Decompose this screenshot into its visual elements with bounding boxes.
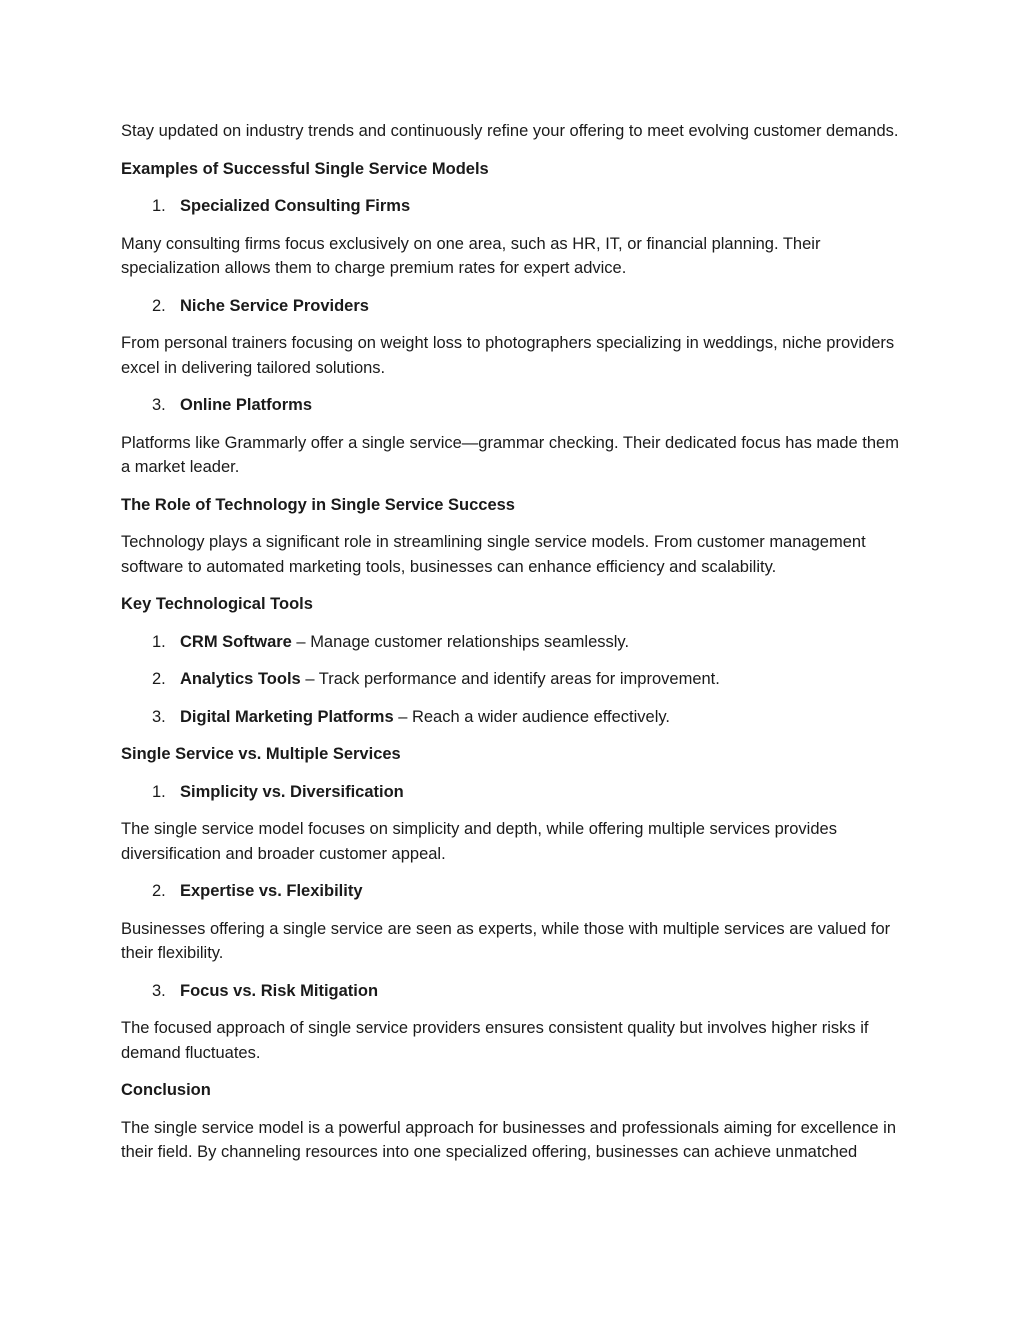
- list-number: 3.: [152, 981, 166, 1000]
- list-item-title: Niche Service Providers: [180, 296, 369, 315]
- list-item-analytics-tools: [121, 667, 911, 692]
- list-item-digital-marketing: [121, 705, 911, 730]
- list-number: 1.: [152, 632, 166, 651]
- list-item-text: – Reach a wider audience effectively.: [393, 707, 671, 726]
- list-item-text: – Track performance and identify areas for improvement.: [300, 670, 720, 688]
- list-number: 3.: [152, 396, 166, 414]
- list-number: 3.: [152, 707, 166, 726]
- list-item-title: Expertise vs. Flexibility: [180, 882, 363, 900]
- list-number: 2.: [152, 296, 166, 315]
- list-item-title: Focus vs. Risk Mitigation: [180, 981, 379, 1000]
- section-heading-key-tools: Key Technological Tools: [121, 595, 313, 613]
- list-item-title: Online Platforms: [180, 396, 313, 414]
- list-number: 1.: [152, 782, 166, 801]
- list-item-title: CRM Software: [180, 632, 292, 651]
- list-item-simplicity: [121, 780, 911, 805]
- paragraph-stay-updated: Stay updated on industry trends and continuously refine your offering to meet evolving customer demands.: [121, 122, 899, 140]
- paragraph-technology-role: Technology plays a significant role in streamlining single service models. From customer management software to automated marketing tools, businesses can enhance efficiency and scalability.: [121, 533, 866, 576]
- list-number: 1.: [152, 197, 166, 215]
- list-item-focus-risk: [121, 979, 911, 1004]
- section-heading-examples: Examples of Successful Single Service Models: [121, 159, 489, 178]
- paragraph-consulting-firms: Many consulting firms focus exclusively on one area, such as HR, IT, or financial planning. Their specialization allows them to charge premium rates for expert advice.: [121, 234, 821, 277]
- list-item-title: Analytics Tools: [180, 670, 301, 688]
- list-number: 2.: [152, 882, 166, 900]
- list-number: 2.: [152, 670, 166, 688]
- list-item-niche-providers: [121, 294, 911, 319]
- paragraph-simplicity: The single service model focuses on simplicity and depth, while offering multiple services provides diversification and broader customer appeal.: [121, 820, 837, 863]
- list-item-expertise: [121, 879, 911, 904]
- paragraph-expertise: Businesses offering a single service are seen as experts, while those with multiple services are valued for their flexibility.: [121, 919, 891, 962]
- section-heading-conclusion: Conclusion: [121, 1081, 211, 1099]
- list-item-specialized-consulting: [121, 194, 911, 219]
- list-item-title: Digital Marketing Platforms: [180, 707, 394, 726]
- paragraph-conclusion: The single service model is a powerful approach for businesses and professionals aiming for excellence in their field. By channeling resources into one specialized offering, businesses can achieve unmatched: [121, 1118, 896, 1161]
- paragraph-niche-providers: From personal trainers focusing on weight loss to photographers specializing in weddings, niche providers excel in delivering tailored solutions.: [121, 334, 895, 377]
- list-item-crm-software: [121, 630, 911, 655]
- list-item-text: – Manage customer relationships seamlessly.: [291, 632, 630, 651]
- section-heading-single-vs-multiple: Single Service vs. Multiple Services: [121, 745, 401, 763]
- paragraph-online-platforms: Platforms like Grammarly offer a single service—grammar checking. Their dedicated focus has made them a market leader.: [121, 433, 899, 476]
- document-page: [121, 119, 911, 1178]
- section-heading-technology-role: The Role of Technology in Single Service Success: [121, 495, 515, 514]
- paragraph-focus-risk: The focused approach of single service providers ensures consistent quality but involves higher risks if demand fluctuates.: [121, 1019, 869, 1062]
- list-item-online-platforms: [121, 393, 911, 418]
- list-item-title: Simplicity vs. Diversification: [180, 782, 404, 801]
- list-item-title: Specialized Consulting Firms: [180, 197, 411, 215]
